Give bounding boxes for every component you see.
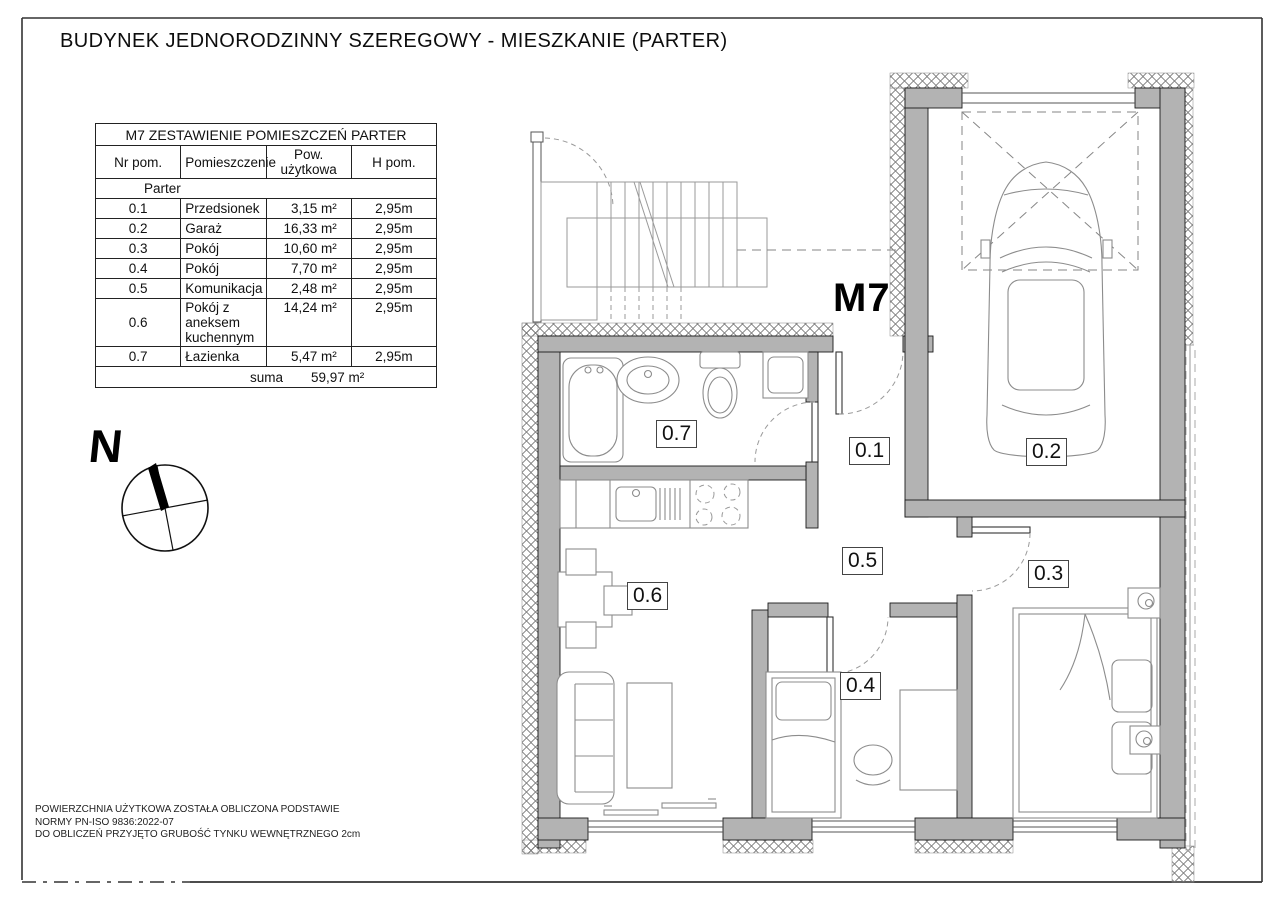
window-room03: [1013, 821, 1117, 832]
neighbor-wall-dashed: [1186, 345, 1195, 850]
room-label-0.6: 0.6: [627, 582, 668, 610]
table-title: M7 ZESTAWIENIE POMIESZCZEŃ PARTER: [96, 124, 437, 146]
table-sum-row: [96, 367, 437, 388]
car-mirror-left: [981, 240, 990, 258]
table-row: 0.1 Przedsionek 3,15 m² 2,95m: [96, 199, 437, 219]
double-bed: [1013, 608, 1157, 818]
room-label-0.7: 0.7: [656, 420, 697, 448]
garage-car: [981, 162, 1112, 457]
drawing-title: BUDYNEK JEDNORODZINNY SZEREGOWY - MIESZKANIE (PARTER): [60, 30, 728, 52]
garage-door-opening: [962, 93, 1135, 103]
washbasin: [617, 357, 679, 403]
desk-chair: [854, 745, 892, 785]
single-bed: [766, 672, 841, 818]
desk: [900, 690, 957, 790]
table-row: 0.4 Pokój 7,70 m² 2,95m: [96, 259, 437, 279]
table-row: 0.5 Komunikacja 2,48 m² 2,95m: [96, 279, 437, 299]
table-title-row: [96, 124, 437, 146]
table-row: 0.3 Pokój 10,60 m² 2,95m: [96, 239, 437, 259]
balcony-door-leaves: [604, 799, 716, 815]
unit-label: M7: [833, 276, 891, 320]
sum-value: 59,97 m²: [311, 369, 365, 385]
room03-door: [972, 527, 1030, 591]
room-label-0.5: 0.5: [842, 547, 883, 575]
room03-furniture: [1013, 588, 1160, 818]
table-row: 0.2 Garaż 16,33 m² 2,95m: [96, 219, 437, 239]
toilet: [700, 352, 740, 418]
table-row: 0.7 Łazienka 5,47 m² 2,95m: [96, 347, 437, 367]
car-mirror-right: [1103, 240, 1112, 258]
col-header-name: Pomieszczenie: [181, 146, 266, 179]
nightstand-top: [1128, 588, 1160, 618]
table-header-row: [96, 146, 437, 179]
sum-label: suma: [250, 369, 284, 385]
dining-table: [558, 549, 632, 648]
sofa: [557, 672, 614, 804]
window-livingroom: [588, 821, 723, 832]
footer-line-3: DO OBLICZEŃ PRZYJĘTO GRUBOŚĆ TYNKU WEWNĘTRZNEGO 2cm: [35, 829, 361, 840]
room-label-0.3: 0.3: [1028, 560, 1069, 588]
room04-door: [827, 617, 888, 674]
table-section-row: [96, 179, 437, 199]
footer-note: [35, 804, 360, 842]
washing-machine: [763, 352, 808, 398]
footer-line-1: POWIERZCHNIA UŻYTKOWA ZOSTAŁA OBLICZONA PODSTAWIE: [35, 804, 340, 815]
coffee-table: [627, 683, 672, 788]
room-schedule-table: [95, 123, 437, 388]
nightstand-bottom: [1130, 726, 1160, 754]
room-label-0.2: 0.2: [1026, 438, 1067, 466]
kitchen-counter: [560, 480, 748, 528]
bathtub: [563, 358, 623, 462]
footer-line-2: NORMY PN-ISO 9836:2022-07: [35, 816, 174, 828]
entry-door: [836, 352, 903, 414]
north-label: N: [86, 420, 126, 472]
porch: [531, 132, 613, 322]
north-compass: [86, 420, 208, 551]
section-label: Parter: [96, 179, 437, 199]
room-label-0.1: 0.1: [849, 437, 890, 465]
north-needle: [148, 463, 169, 511]
table-row: 0.6 Pokój z aneksem kuchennym 14,24 m² 2,95m: [96, 299, 437, 347]
col-header-area: Pow. użytkowa: [266, 146, 351, 179]
room-label-0.4: 0.4: [840, 672, 881, 700]
window-room04: [812, 821, 915, 832]
bathroom-door: [755, 402, 818, 462]
col-header-nr: Nr pom.: [96, 146, 181, 179]
col-header-height: H pom.: [351, 146, 436, 179]
